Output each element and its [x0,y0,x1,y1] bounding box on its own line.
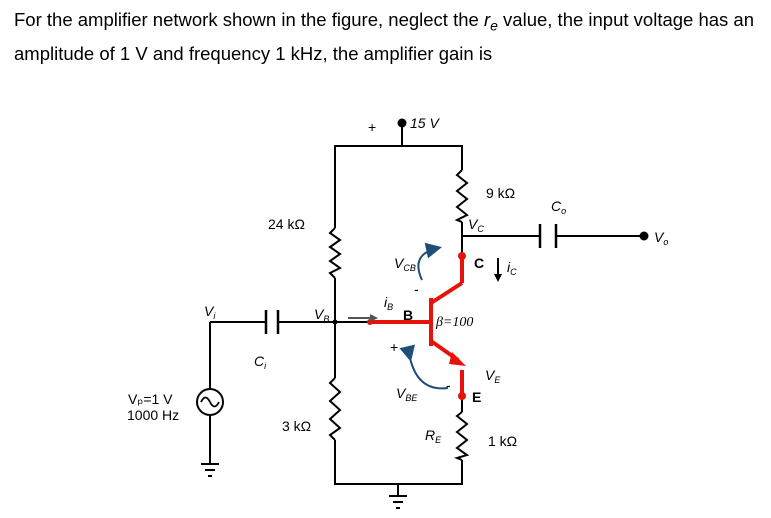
vbe-arrow [410,358,448,388]
ve-label: $V_E$ [485,367,501,385]
vb-label: $V_B$ [314,306,330,324]
r-c-label: 9 kΩ [486,185,516,201]
source-ground [201,464,219,476]
r-c-resistor [457,170,467,222]
collector-node-dot [458,252,466,260]
vbe-plus: + [390,339,399,355]
r-b1-resistor [330,228,340,278]
vo-label: $V_o$ [654,229,669,247]
r-e-symbol: $R_E$ [425,427,442,445]
vcb-label: $V_{CB}$ [394,255,416,273]
bottom-rail [335,440,462,484]
vc-label: $V_C$ [468,216,484,234]
ic-label: $i_C$ [507,259,517,277]
input-capacitor [266,310,278,334]
base-node-label: B [403,307,414,323]
r-b2-resistor [330,378,340,440]
ac-source [197,389,223,415]
beta-label: β=100 [436,315,474,330]
top-rail [335,146,462,228]
supply-label: 15 V [410,115,439,131]
emitter-arrow [449,352,466,366]
source-frequency: 1000 Hz [127,407,180,423]
source-amplitude: Vₚ=1 V [128,391,173,407]
vcb-arrow [418,248,438,280]
co-label: $C_o$ [551,198,567,216]
emitter-node-dot [458,392,466,400]
re-symbol: $r_e$ [483,9,498,34]
output-capacitor [540,224,556,248]
circuit-ground [389,496,407,508]
vcb-minus: - [414,281,419,297]
r-e-value-label: 1 kΩ [488,433,518,449]
collector-lead [431,283,462,303]
base-junction-dot [333,320,338,325]
question-part1: For the amplifier network shown in the figure, neglect the [14,9,484,30]
vi-label: $V_i$ [204,303,216,321]
ci-label: $C_i$ [254,353,267,371]
output-terminal-dot [640,232,649,241]
r-b2-label: 3 kΩ [282,418,312,434]
supply-plus: + [368,119,377,135]
supply-terminal-dot [398,119,407,128]
emitter-node-label: E [472,389,482,405]
r-e-resistor [457,412,467,460]
vbe-label: $V_{BE}$ [396,385,418,403]
ic-arrowhead [494,274,502,282]
ib-label: $i_B$ [384,294,394,312]
collector-node-label: C [474,255,485,271]
r-b1-label: 24 kΩ [268,216,305,232]
vbe-minus: - [446,377,451,393]
question-part2: value, the input voltage has an amplitude of 1 V and frequency 1 kHz, the amplifier gain is [14,9,755,64]
